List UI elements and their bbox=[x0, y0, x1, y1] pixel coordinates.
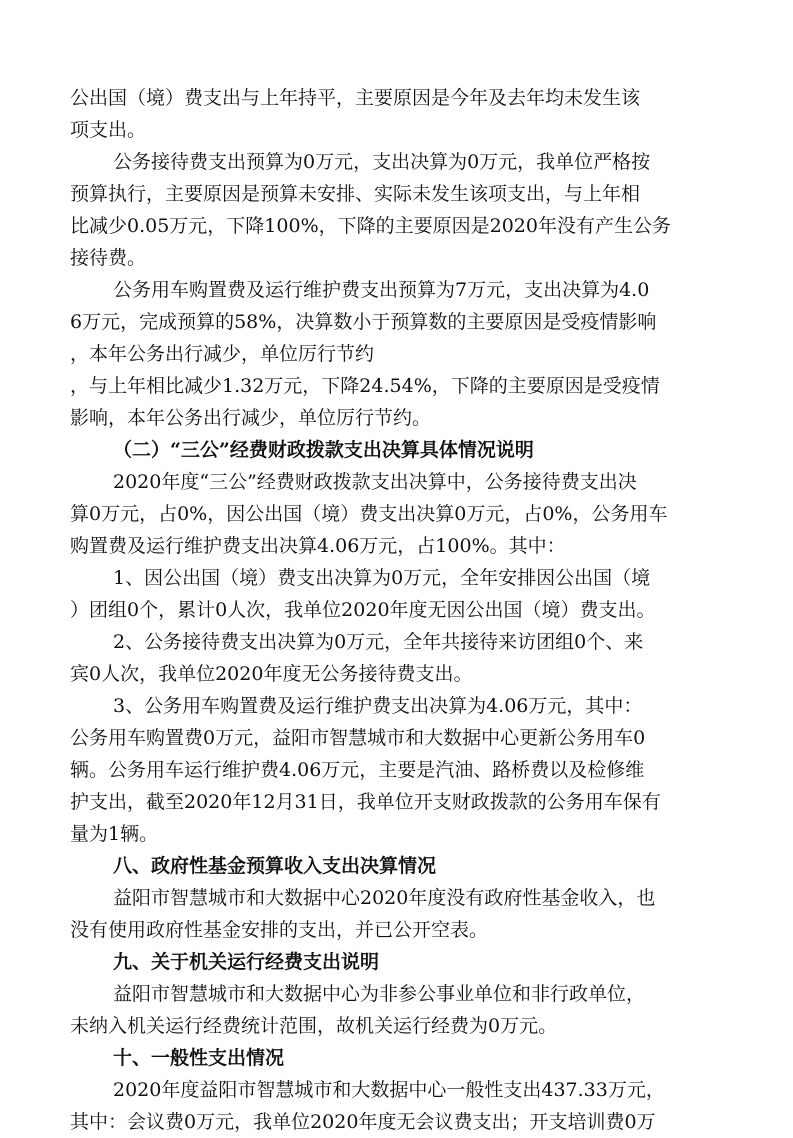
paragraph-line: 比减少0.05万元，下降100%，下降的主要原因是2020年没有产生公务 bbox=[70, 215, 671, 237]
paragraph-line: 2020年度“三公”经费财政拨款支出决算中，公务接待费支出决 bbox=[113, 471, 637, 493]
paragraph-line: 其中：会议费0万元，我单位2020年度无会议费支出；开支培训费0万 bbox=[70, 1111, 656, 1133]
paragraph-line: ）团组0个，累计0人次，我单位2020年度无因公出国（境）费支出。 bbox=[70, 599, 656, 621]
paragraph-line: 量为1辆。 bbox=[70, 823, 159, 845]
paragraph-line: 项支出。 bbox=[70, 119, 147, 141]
paragraph-line: 2020年度益阳市智慧城市和大数据中心一般性支出437.33万元， bbox=[113, 1079, 665, 1101]
paragraph-line: 6万元，完成预算的58%，决算数小于预算数的主要原因是受疫情影响 bbox=[70, 311, 657, 333]
paragraph-line: 接待费。 bbox=[70, 247, 147, 269]
paragraph-line: 益阳市智慧城市和大数据中心2020年度没有政府性基金收入，也 bbox=[113, 887, 656, 909]
paragraph-line: ，本年公务出行减少，单位厉行节约 bbox=[70, 343, 375, 365]
section-heading: 八、政府性基金预算收入支出决算情况 bbox=[113, 855, 437, 877]
section-heading: （二）“三公”经费财政拨款支出决算具体情况说明 bbox=[113, 439, 534, 461]
section-heading: 十、一般性支出情况 bbox=[113, 1047, 285, 1069]
paragraph-line: 3、公务用车购置费及运行维护费支出决算为4.06万元，其中： bbox=[113, 695, 643, 717]
paragraph-line: 辆。公务用车运行维护费4.06万元，主要是汽油、路桥费以及检修维 bbox=[70, 759, 645, 781]
paragraph-line: 公出国（境）费支出与上年持平，主要原因是今年及去年均未发生该 bbox=[70, 87, 641, 109]
paragraph-line: 未纳入机关运行经费统计范围，故机关运行经费为0万元。 bbox=[70, 1015, 558, 1037]
paragraph-line: 2、公务接待费支出决算为0万元，全年共接待来访团组0个、来 bbox=[113, 631, 644, 653]
paragraph-line: 公务接待费支出预算为0万元，支出决算为0万元，我单位严格按 bbox=[113, 151, 651, 173]
paragraph-line: 算0万元，占0%，因公出国（境）费支出决算0万元，占0%，公务用车 bbox=[70, 503, 668, 525]
section-heading: 九、关于机关运行经费支出说明 bbox=[113, 951, 380, 973]
paragraph-line: 1、因公出国（境）费支出决算为0万元，全年安排因公出国（境 bbox=[113, 567, 651, 589]
paragraph-line: 购置费及运行维护费支出决算4.06万元，占100%。其中： bbox=[70, 535, 566, 557]
paragraph-line: 益阳市智慧城市和大数据中心为非参公事业单位和非行政单位， bbox=[113, 983, 646, 1005]
paragraph-line: 公务用车购置费0万元，益阳市智慧城市和大数据中心更新公务用车0 bbox=[70, 727, 646, 749]
paragraph-line: ，与上年相比减少1.32万元，下降24.54%，下降的主要原因是受疫情 bbox=[70, 375, 660, 397]
paragraph-line: 宾0人次，我单位2020年度无公务接待费支出。 bbox=[70, 663, 473, 685]
paragraph-line: 预算执行，主要原因是预算未安排、实际未发生该项支出，与上年相 bbox=[70, 183, 641, 205]
paragraph-line: 影响，本年公务出行减少，单位厉行节约。 bbox=[70, 407, 432, 429]
paragraph-line: 没有使用政府性基金安排的支出，并已公开空表。 bbox=[70, 919, 489, 941]
paragraph-line: 护支出，截至2020年12月31日，我单位开支财政拨款的公务用车保有 bbox=[70, 791, 661, 813]
paragraph-line: 公务用车购置费及运行维护费支出预算为7万元，支出决算为4.0 bbox=[113, 279, 650, 301]
